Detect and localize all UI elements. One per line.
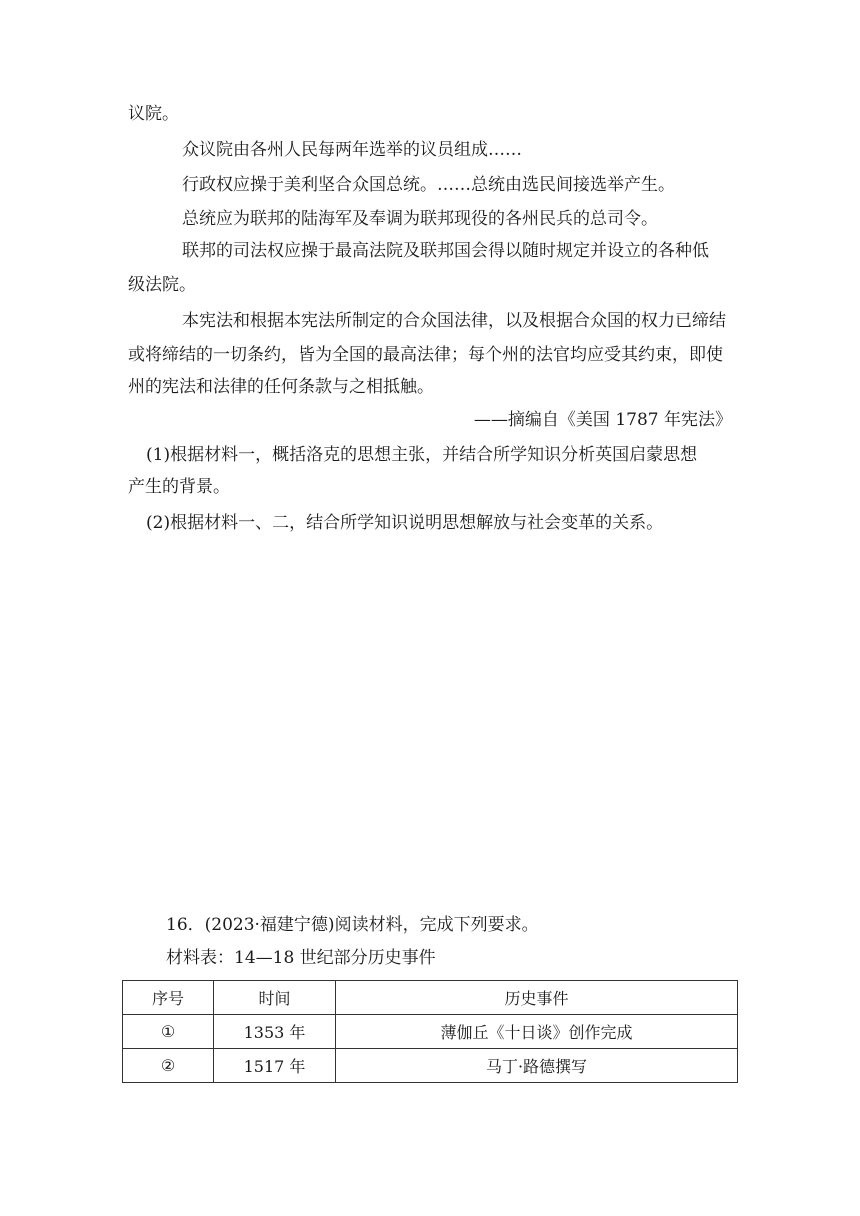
cell-event: 马丁·路德撰写 <box>336 1049 738 1083</box>
passage-line: 或将缔结的一切条约，皆为全国的最高法律；每个州的法官均应受其约束，即使 <box>128 345 723 365</box>
passage-line: 行政权应操于美利坚合众国总统。……总统由选民间接选举产生。 <box>182 175 675 195</box>
cell-event: 薄伽丘《十日谈》创作完成 <box>336 1015 738 1049</box>
passage-line: 议院。 <box>128 104 179 124</box>
cell-time: 1353 年 <box>214 1015 336 1049</box>
header-index: 序号 <box>123 981 214 1015</box>
question-1-line-2: 产生的背景。 <box>128 477 230 497</box>
passage-line: 总统应为联邦的陆海军及奉调为联邦现役的各州民兵的总司令。 <box>182 209 658 229</box>
passage-line: 众议院由各州人民每两年选举的议员组成…… <box>182 140 522 160</box>
header-time: 时间 <box>214 981 336 1015</box>
events-table <box>122 980 738 1083</box>
passage-line: 本宪法和根据本宪法所制定的合众国法律，以及根据合众国的权力已缔结 <box>182 311 726 331</box>
passage-source: ——摘编自《美国 1787 年宪法》 <box>473 410 732 430</box>
cell-index: ① <box>123 1015 214 1049</box>
question-16-prompt: 16．(2023·福建宁德)阅读材料，完成下列要求。 <box>166 915 539 935</box>
passage-line: 州的宪法和法律的任何条款与之相抵触。 <box>128 377 434 397</box>
question-1-line-1: (1)根据材料一，概括洛克的思想主张，并结合所学知识分析英国启蒙思想 <box>146 445 698 465</box>
table-header-row <box>123 981 738 1015</box>
table-row <box>123 1049 738 1083</box>
cell-time: 1517 年 <box>214 1049 336 1083</box>
question-2: (2)根据材料一、二，结合所学知识说明思想解放与社会变革的关系。 <box>146 513 664 533</box>
passage-line: 级法院。 <box>128 275 196 295</box>
header-event: 历史事件 <box>336 981 738 1015</box>
table-row <box>123 1015 738 1049</box>
cell-index: ② <box>123 1049 214 1083</box>
table-title: 材料表：14—18 世纪部分历史事件 <box>166 948 436 968</box>
passage-line: 联邦的司法权应操于最高法院及联邦国会得以随时规定并设立的各种低 <box>182 241 709 261</box>
